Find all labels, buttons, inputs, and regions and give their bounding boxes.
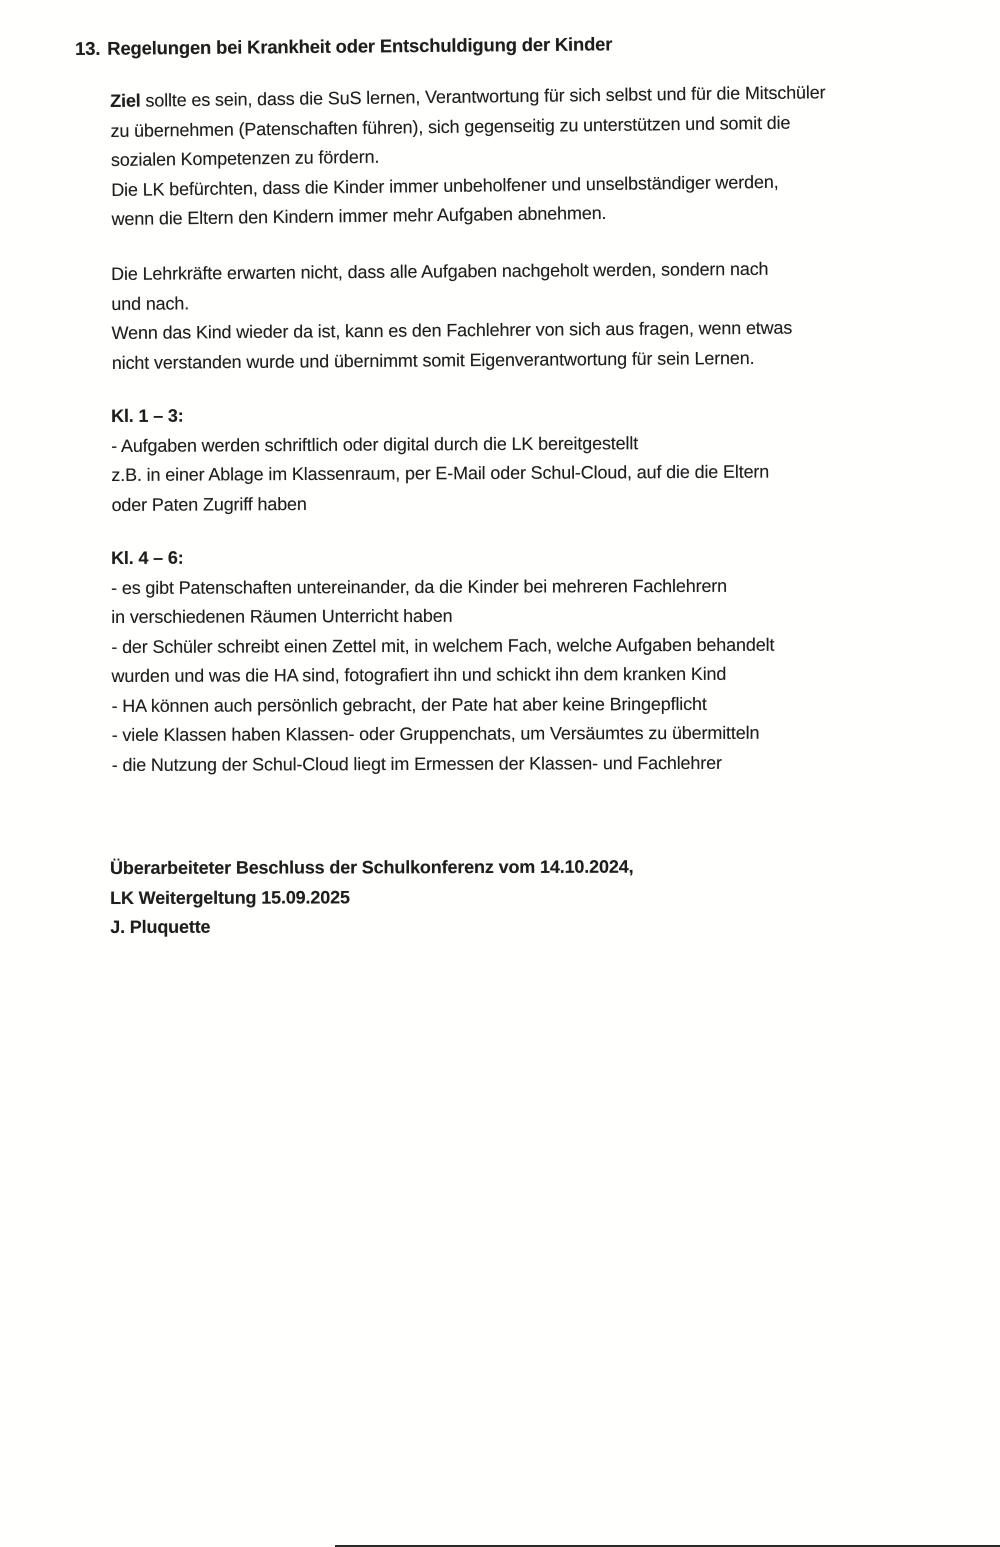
doc-heading-text: Regelungen bei Krankheit oder Entschuldigung der Kinder bbox=[107, 33, 613, 59]
list-line: - der Schüler schreibt einen Zettel mit, in welchem Fach, welche Aufgaben behandelt bbox=[111, 634, 775, 657]
paragraph-line: Die LK befürchten, dass die Kinder immer unbeholfener und unselbständiger werden, bbox=[111, 171, 779, 200]
intro-lines bbox=[110, 108, 827, 235]
signature-line: J. Pluquette bbox=[110, 916, 211, 937]
section-kl-4-6 bbox=[111, 542, 775, 780]
paragraph-line: wenn die Eltern den Kindern immer mehr Aufgaben abnehmen. bbox=[111, 202, 607, 229]
list-line: - Aufgaben werden schriftlich oder digital durch die LK bereitgestellt bbox=[111, 432, 639, 456]
list-line: - es gibt Patenschaften untereinander, da die Kinder bei mehreren Fachlehrern bbox=[111, 575, 728, 598]
intro-lead-word: Ziel bbox=[110, 90, 141, 111]
doc-heading-number: 13. bbox=[75, 37, 101, 59]
doc-heading bbox=[75, 31, 612, 62]
list-line: - HA können auch persönlich gebracht, der Pate hat aber keine Bringepflicht bbox=[111, 693, 707, 716]
kl-4-6-lines bbox=[111, 571, 775, 780]
list-line: - viele Klassen haben Klassen- oder Gruppenchats, um Versäumtes zu übermitteln bbox=[111, 722, 760, 745]
signature-block bbox=[110, 853, 634, 943]
paragraph-line: Wenn das Kind wieder da ist, kann es den Fachlehrer von sich aus fragen, wenn etwas bbox=[111, 317, 793, 343]
signature-line: LK Weitergeltung 15.09.2025 bbox=[110, 886, 350, 908]
paragraph-line: sozialen Kompetenzen zu fördern. bbox=[110, 146, 380, 170]
paragraph-line: zu übernehmen (Patenschaften führen), sich gegenseitig zu unterstützen und somit die bbox=[110, 112, 791, 141]
list-line: wurden und was die HA sind, fotografiert ihn und schickt ihn dem kranken Kind bbox=[111, 663, 727, 686]
expectations-paragraph bbox=[111, 255, 793, 378]
kl-1-3-lines bbox=[111, 428, 769, 520]
list-line: - die Nutzung der Schul-Cloud liegt im Ermessen der Klassen- und Fachlehrer bbox=[111, 752, 722, 775]
list-line: z.B. in einer Ablage im Klassenraum, per E-Mail oder Schul-Cloud, auf die die Eltern bbox=[111, 461, 770, 485]
expectations-lines bbox=[111, 255, 793, 378]
kl-1-3-heading: Kl. 1 – 3: bbox=[111, 405, 184, 426]
section-kl-1-3 bbox=[111, 399, 769, 520]
intro-paragraph bbox=[110, 78, 827, 234]
list-line: oder Paten Zugriff haben bbox=[111, 493, 307, 515]
paragraph-line: Die Lehrkräfte erwarten nicht, dass alle Aufgaben nachgeholt werden, sondern nach bbox=[111, 258, 769, 284]
paragraph-line: und nach. bbox=[111, 292, 190, 314]
list-line: in verschiedenen Räumen Unterricht haben bbox=[111, 605, 453, 627]
paragraph-line: nicht verstanden wurde und übernimmt somit Eigenverantwortung für sein Lernen. bbox=[111, 347, 755, 373]
signature-line: Überarbeiteter Beschluss der Schulkonferenz vom 14.10.2024, bbox=[110, 856, 634, 878]
kl-4-6-heading: Kl. 4 – 6: bbox=[111, 547, 184, 568]
signature-lines bbox=[110, 853, 634, 943]
intro-lead-rest: sollte es sein, dass die SuS lernen, Verantwortung für sich selbst und für die Mitschüler bbox=[140, 82, 826, 111]
